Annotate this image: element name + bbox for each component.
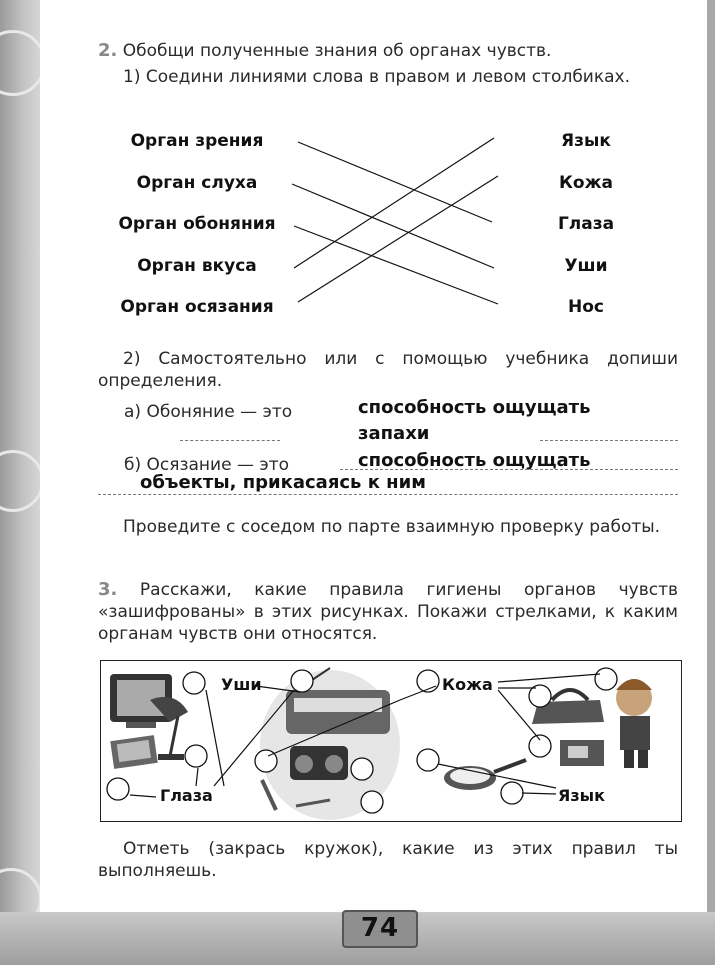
boy-picture: [616, 679, 652, 768]
answer-circle-7: [361, 791, 383, 813]
task3-number: 3.: [98, 579, 118, 600]
right-item-skin: Кожа: [559, 173, 613, 193]
boombox-picture: [290, 746, 348, 780]
left-item-touch: Орган осязания: [120, 297, 274, 317]
label-tongue: Язык: [558, 786, 605, 805]
peer-check-text: Проведите с соседом по парте взаимную проверку работы.: [123, 517, 661, 537]
box-picture: [560, 740, 604, 766]
definition-b-answer-2: объекты, прикасаясь к ним: [140, 472, 426, 493]
answer-circle-13: [501, 782, 523, 804]
definition-a-label: а) Обоняние — это: [124, 402, 293, 422]
right-item-ears: Уши: [564, 256, 608, 276]
left-item-taste: Орган вкуса: [137, 256, 257, 276]
book-picture: [110, 735, 157, 769]
definition-a-answer-2: запахи: [358, 423, 430, 444]
task2-part1: 1) Соедини линиями слова в правом и левом столбиках.: [123, 67, 631, 87]
task3-instruction: Расскажи, какие правила гигиены органов чувств «зашифрованы» в этих рисунках. Покажи стрелками, к каким органам чувств они относятся.: [98, 580, 678, 644]
task2-title: Обобщи полученные знания об органах чувств.: [122, 41, 552, 61]
answer-circle-9: [417, 749, 439, 771]
answer-circle-3: [107, 778, 129, 800]
footer-instruction: Отметь (закрась кружок), какие из этих правил ты выполняешь.: [98, 839, 678, 881]
definition-a-answer-1: способность ощущать: [358, 397, 591, 418]
right-item-tongue: Язык: [561, 131, 611, 151]
answer-circle-12: [595, 668, 617, 690]
label-eyes: Глаза: [160, 786, 213, 805]
right-item-nose: Нос: [568, 297, 604, 317]
task2-part2: 2) Самостоятельно или с помощью учебника допиши определения.: [98, 349, 678, 391]
label-ears: Уши: [221, 675, 262, 694]
definition-b-answer-1: способность ощущать: [358, 450, 591, 471]
right-item-eyes: Глаза: [557, 214, 615, 234]
left-item-smell: Орган обоняния: [118, 214, 276, 234]
left-item-hearing: Орган слуха: [136, 173, 258, 193]
task2-number: 2.: [98, 40, 118, 61]
answer-circle-6: [351, 758, 373, 780]
answer-circle-4: [291, 670, 313, 692]
left-item-sight: Орган зрения: [130, 131, 264, 151]
page-number: 74: [342, 910, 418, 948]
definition-b-label: б) Осязание — это: [124, 455, 289, 475]
label-skin: Кожа: [442, 675, 493, 694]
answer-circle-11: [529, 735, 551, 757]
answer-circle-1: [183, 672, 205, 694]
answer-circle-2: [185, 745, 207, 767]
